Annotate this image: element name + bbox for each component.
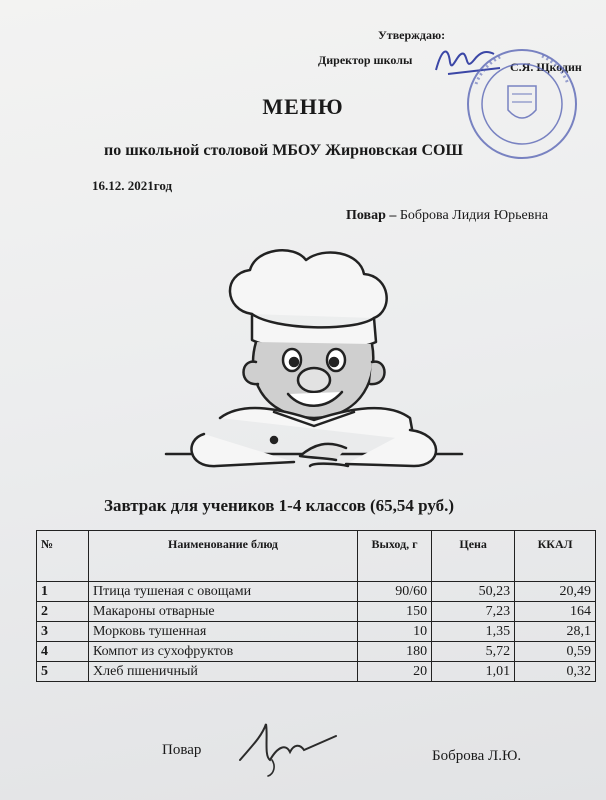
- table-header-row: [37, 531, 596, 582]
- menu-date: 16.12. 2021год: [92, 178, 173, 193]
- row-price: 5,72: [432, 642, 515, 662]
- breakfast-title: Завтрак для учеников 1-4 классов (65,54 руб.): [104, 496, 455, 515]
- cook-line: [346, 208, 548, 224]
- row-name: Птица тушеная с овощами: [89, 582, 358, 602]
- row-price: 50,23: [432, 582, 515, 602]
- row-name: Морковь тушенная: [89, 622, 358, 642]
- row-name: Хлеб пшеничный: [89, 662, 358, 682]
- row-num: 1: [37, 582, 89, 602]
- chef-illustration-icon: [164, 244, 464, 472]
- row-kcal: 20,49: [515, 582, 596, 602]
- row-output: 20: [357, 662, 431, 682]
- header-kcal: ККАЛ: [515, 531, 596, 582]
- director-name: С.Я. Щкодин: [510, 60, 582, 74]
- row-output: 180: [357, 642, 431, 662]
- signer-label: Повар: [162, 742, 202, 758]
- row-kcal: 28,1: [515, 622, 596, 642]
- table-row: [37, 642, 596, 662]
- row-output: 150: [357, 602, 431, 622]
- row-name: Компот из сухофруктов: [89, 642, 358, 662]
- row-price: 1,01: [432, 662, 515, 682]
- cook-signature-icon: [232, 716, 342, 778]
- row-kcal: 0,59: [515, 642, 596, 662]
- row-name: Макароны отварные: [89, 602, 358, 622]
- table-row: [37, 622, 596, 642]
- row-num: 2: [37, 602, 89, 622]
- table-row: [37, 582, 596, 602]
- row-output: 10: [357, 622, 431, 642]
- row-output: 90/60: [357, 582, 431, 602]
- signer-name: Боброва Л.Ю.: [432, 748, 522, 764]
- table-row: [37, 662, 596, 682]
- row-kcal: 164: [515, 602, 596, 622]
- row-num: 3: [37, 622, 89, 642]
- page-title: МЕНЮ: [262, 94, 344, 119]
- menu-table: [36, 530, 596, 682]
- row-num: 4: [37, 642, 89, 662]
- approval-label: Утверждаю:: [378, 28, 446, 42]
- row-num: 5: [37, 662, 89, 682]
- header-num: №: [37, 531, 89, 582]
- page-subtitle: по школьной столовой МБОУ Жирновская СОШ: [104, 142, 464, 159]
- header-output: Выход, г: [357, 531, 431, 582]
- cook-label: Повар –: [346, 208, 397, 223]
- header-name: Наименование блюд: [89, 531, 358, 582]
- row-price: 1,35: [432, 622, 515, 642]
- cook-name: Боброва Лидия Юрьевна: [399, 208, 549, 223]
- row-price: 7,23: [432, 602, 515, 622]
- row-kcal: 0,32: [515, 662, 596, 682]
- director-label: Директор школы: [318, 53, 413, 67]
- header-price: Цена: [432, 531, 515, 582]
- table-row: [37, 602, 596, 622]
